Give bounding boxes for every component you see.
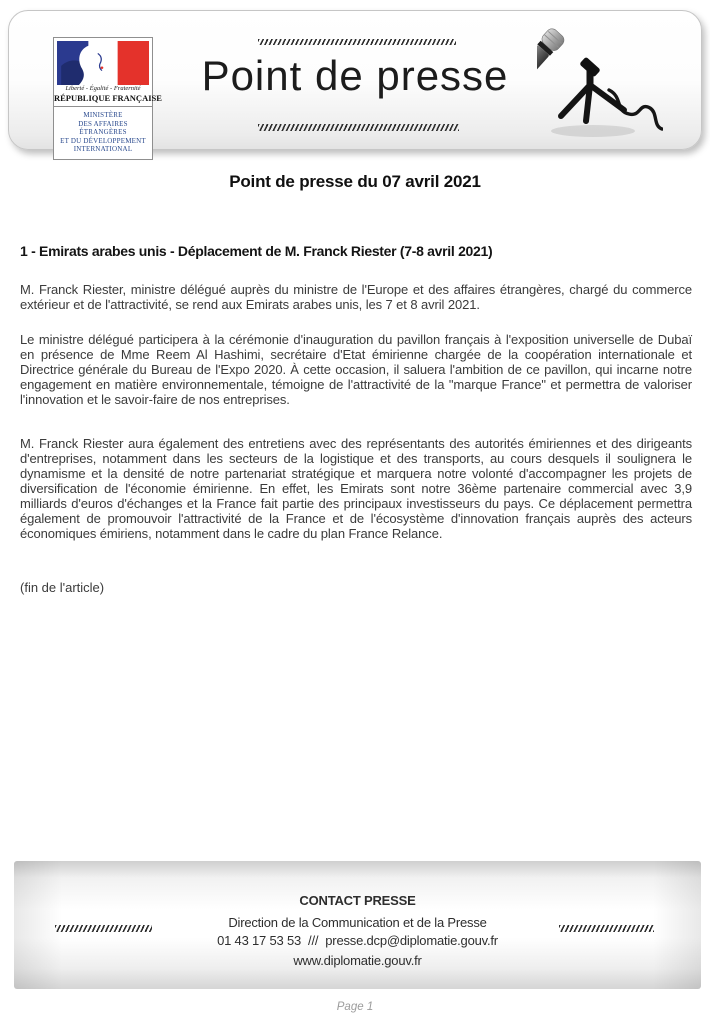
logo-ministry-name: [54, 107, 152, 159]
microphone-image: [537, 27, 663, 145]
ministry-line: INTERNATIONAL: [73, 145, 133, 153]
contact-department: Direction de la Communication et de la Presse: [228, 915, 487, 930]
article-paragraph: Le ministre délégué participera à la cérémonie d'inauguration du pavillon français à l'exposition universelle de Dubaï en présence de Mme Reem Al Hashimi, secrétaire d'Etat émirienne chargée de la coopération internationale et Directrice générale du Bureau de l'Expo 2020. À cette occasion, il saluera l'ambition de ce pavillon, qui incarne notre engagement en matière environnementale, témoigne de l'attractivité de la "marque France" et permettra de valoriser l'innovation et le savoir-faire de nos entreprises.: [20, 332, 692, 407]
ministry-line: MINISTÈRE: [83, 111, 123, 119]
contact-email[interactable]: presse.dcp@diplomatie.gouv.fr: [325, 933, 498, 948]
ministry-line: ET DU DÉVELOPPEMENT: [60, 136, 146, 145]
header-banner: [8, 10, 702, 153]
article-paragraph: M. Franck Riester, ministre délégué auprès du ministre de l'Europe et des affaires étrangères, chargé du commerce extérieur et de l'attractivité, se rend aux Emirats arabes unis, les 7 et 8 avril 2021.: [20, 282, 692, 312]
article-heading: 1 - Emirats arabes unis - Déplacement de M. Franck Riester (7-8 avril 2021): [20, 243, 493, 259]
hatch-line: [258, 124, 459, 131]
logo-motto: Liberté - Égalité - Fraternité: [65, 85, 141, 92]
date-heading: Point de presse du 07 avril 2021: [229, 172, 481, 191]
contact-phone: 01 43 17 53 53: [217, 933, 302, 948]
contact-website[interactable]: www.diplomatie.gouv.fr: [293, 953, 422, 968]
contact-press-title: CONTACT PRESSE: [299, 893, 416, 908]
page-number: Page 1: [336, 1001, 374, 1013]
end-of-article-note: (fin de l'article): [20, 580, 105, 595]
press-contact-box: [14, 861, 701, 989]
hatch-line: [258, 39, 456, 45]
article-paragraph: M. Franck Riester aura également des entretiens avec des représentants des autorités émiriennes et des dirigeants d'entreprises, notamment dans les secteurs de la logistique et des transports, au cours desquels il soulignera le dynamisme et la densité de notre partenariat stratégique et marquera notre volonté d'accompagner les projets de diversification de l'économie émirienne. En effet, les Emirats sont notre 36ème partenaire commercial avec 3,9 milliards d'euros d'échanges et la France fait partie des principaux investisseurs du pays. Ce déplacement permettra également de promouvoir l'attractivité de la France et de l'écosystème d'innovation français auprès des acteurs économiques émiriens, notamment dans le cadre du plan France Relance.: [20, 436, 692, 541]
ministry-line: DES AFFAIRES ÉTRANGÈRES: [78, 119, 128, 136]
separator-slashes: ///: [308, 933, 319, 948]
contact-phone-email-line: [14, 933, 701, 948]
logo-republic: RÉPUBLIQUE FRANÇAISE: [54, 93, 152, 107]
page-title: Point de presse: [201, 52, 509, 99]
